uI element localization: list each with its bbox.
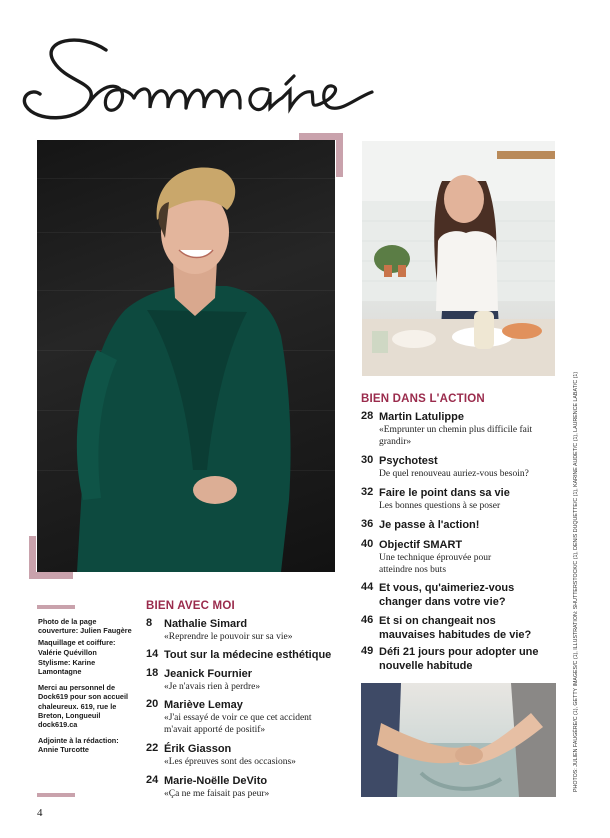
toc-subtitle: «Je n'avais rien à perdre» [164, 682, 261, 692]
toc-subtitle: «Reprendre le pouvoir sur sa vie» [164, 632, 293, 642]
toc-title: Martin Latulippe [379, 411, 464, 423]
credits-block [38, 617, 133, 762]
cover-photo [37, 140, 335, 572]
toc-entry[interactable] [361, 581, 556, 609]
toc-title: Érik Giasson [164, 743, 232, 755]
hands-photo [361, 683, 556, 797]
toc-page-number: 32 [361, 486, 374, 498]
credits-divider-bottom [37, 793, 75, 797]
credit-editorial: Adjointe à la rédaction: Annie Turcotte [38, 736, 119, 755]
toc-title: Psychotest [379, 455, 438, 467]
toc-page-number: 18 [146, 667, 159, 679]
credit-cover: Photo de la page couverture: Julien Faugère [38, 617, 132, 636]
toc-entry[interactable] [361, 454, 556, 480]
toc-subtitle: «J'ai essayé de voir ce que cet accident m'avait apporté de positif» [164, 713, 312, 735]
toc-page-number: 22 [146, 742, 159, 754]
toc-page-number: 30 [361, 454, 374, 466]
toc-subtitle: Une technique éprouvée pour atteindre nos buts [379, 553, 492, 575]
toc-entry[interactable] [146, 698, 346, 736]
toc-entry[interactable] [361, 614, 556, 642]
toc-page-number: 36 [361, 518, 374, 530]
toc-title: Et vous, qu'aimeriez-vous changer dans votre vie? [379, 582, 515, 608]
toc-subtitle: De quel renouveau auriez-vous besoin? [379, 469, 529, 479]
credit-thanks: Merci au personnel de Dock619 pour son accueil chaleureux. 619, rue le Breton, Longueuil dock619.ca [38, 683, 129, 730]
toc-page-number: 24 [146, 774, 159, 786]
toc-entry[interactable] [146, 742, 346, 768]
pink-accent-top-right-v [336, 133, 343, 177]
toc-subtitle: Les bonnes questions à se poser [379, 501, 501, 511]
toc-title: Marie-Noëlle DeVito [164, 775, 268, 787]
toc-entry[interactable] [146, 648, 346, 662]
toc-title: Marièvе Lemay [164, 699, 243, 711]
page-number: 4 [37, 807, 43, 819]
title-logo [10, 18, 410, 128]
toc-entry[interactable] [361, 486, 556, 512]
photo-credit-text: PHOTOS: JULIEN FAUGÈRE/C (1), GETTY IMAGES/C (1), ILLUSTRATION: SHUTTERSTOCK/C (1), DENIS DUQUETTE/C (1), KARINE AUDET/C (1), LAURENCE LABAT/C (1) [573, 371, 579, 792]
toc-subtitle: «Les épreuves sont des occasions» [164, 757, 296, 767]
section-title-moi: BIEN AVEC MOI [146, 600, 235, 612]
toc-entry[interactable] [361, 410, 556, 448]
toc-entry[interactable] [146, 617, 346, 643]
credits-divider-top [37, 605, 75, 609]
toc-title: Tout sur la médecine esthétique [164, 649, 332, 661]
photo-credit [567, 322, 579, 792]
toc-entry[interactable] [146, 667, 346, 693]
toc-entry[interactable] [361, 645, 556, 673]
toc-title: Et si on changeait nos mauvaises habitudes de vie? [379, 615, 532, 641]
pink-accent-bottom-left-v [29, 536, 36, 579]
toc-title: Je passe à l'action! [379, 519, 480, 531]
toc-page-number: 28 [361, 410, 374, 422]
toc-page-number: 8 [146, 617, 153, 629]
toc-title: Faire le point dans sa vie [379, 487, 510, 499]
toc-page-number: 49 [361, 645, 374, 657]
toc-entry[interactable] [361, 538, 556, 576]
section-title-action: BIEN DANS L'ACTION [361, 393, 485, 405]
toc-page-number: 44 [361, 581, 374, 593]
toc-title: Jeanick Fournier [164, 668, 253, 680]
toc-page-number: 46 [361, 614, 374, 626]
credit-makeup: Maquillage et coiffure: Valérie Quévillon [38, 638, 116, 657]
toc-subtitle: «Ça ne me faisait pas peur» [164, 789, 270, 799]
toc-title: Nathalie Simard [164, 618, 248, 630]
kitchen-photo [362, 141, 555, 376]
toc-page-number: 14 [146, 648, 159, 660]
toc-subtitle: «Emprunter un chemin plus difficile fait grandir» [379, 425, 533, 447]
toc-page-number: 20 [146, 698, 159, 710]
toc-entry[interactable] [361, 518, 556, 532]
toc-title: Objectif SMART [379, 539, 463, 551]
toc-title: Défi 21 jours pour adopter une nouvelle habitude [379, 646, 539, 672]
toc-page-number: 40 [361, 538, 374, 550]
toc-entry[interactable] [146, 774, 346, 800]
credit-stylist: Stylisme: Karine Lamontagne [38, 657, 96, 677]
